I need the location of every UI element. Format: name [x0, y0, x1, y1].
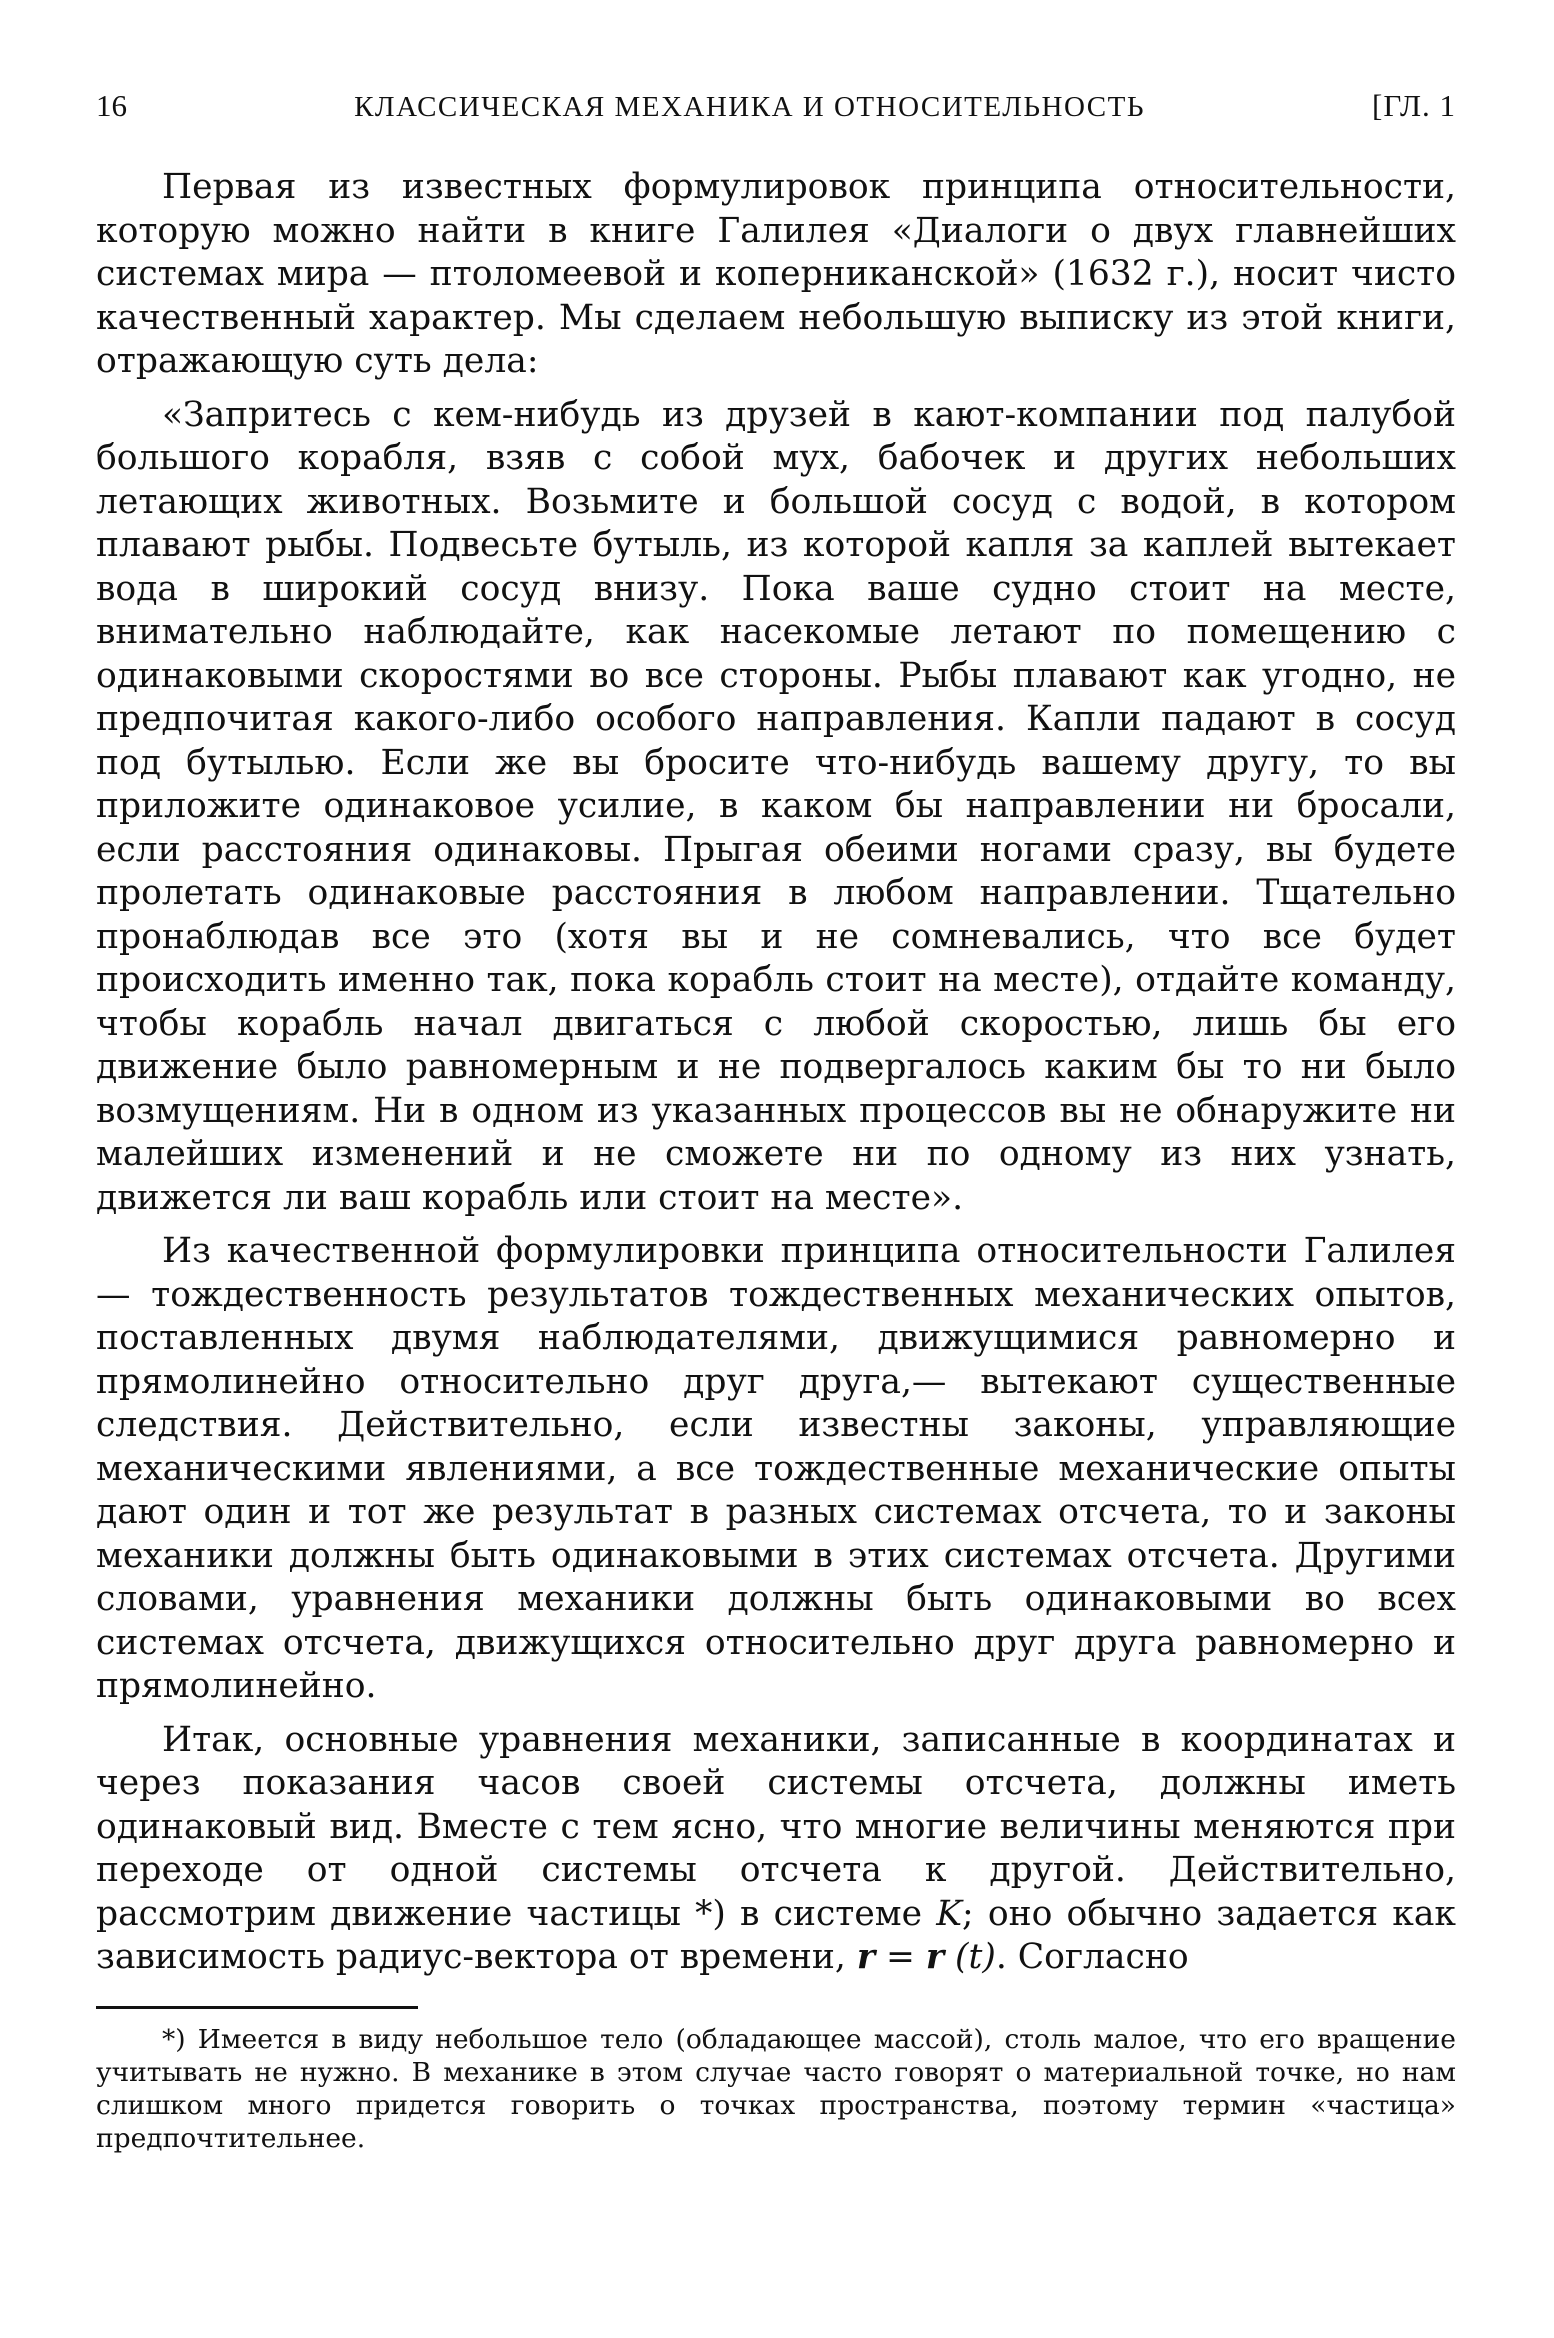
paragraph-text: Итак, основные уравнения механики, записанные в координатах и через показания часов своей системы отсчета, должны иметь одинаковый вид. Вместе с тем ясно, что многие величины меняются при переходе от одной системы отсчета к другой. Действительно, рассмотрим движение частицы *) в системе: [96, 1719, 1456, 1934]
paragraph-text: ; оно обычно задается как зависимость радиус-вектора от времени,: [96, 1893, 1456, 1977]
footnote-text: *) Имеется в виду небольшое тело (обладающее массой), столь малое, что его вращение учитывать не нужно. В механике в этом случае часто говорят о материальной точке, но нам слишком много придется говорить о точках пространства, поэтому термин «частица» предпочтительнее.: [96, 2023, 1456, 2154]
paragraph-transformation: [96, 1719, 1456, 1980]
body-text: [96, 166, 1456, 1980]
paragraph-text: . Согласно: [995, 1937, 1189, 1977]
footnote: [96, 2023, 1456, 2155]
running-head: [96, 88, 1456, 124]
chapter-reference: [ГЛ. 1: [1372, 88, 1456, 123]
equals-sign: =: [875, 1937, 926, 1977]
time-argument: (t): [955, 1937, 996, 1977]
paragraph-intro: Первая из известных формулировок принципа относительности, которую можно найти в книге Галилея «Диалоги о двух главнейших системах мира — птоломеевой и коперниканской» (1632 г.), носит чисто качественный характер. Мы сделаем небольшую выписку из этой книги, отражающую суть дела:: [96, 167, 1456, 381]
radius-vector-symbol: r: [856, 1937, 876, 1977]
paragraph-galileo-quote: «Запритесь с кем-нибудь из друзей в кают-компании под палубой большого корабля, взяв с собой мух, бабочек и других небольших летающих животных. Возьмите и большой сосуд с водой, в котором плавают рыбы. Подвесьте бутыль, из которой капля за каплей вытекает вода в широкий сосуд внизу. Пока ваше судно стоит на месте, внимательно наблюдайте, как насекомые летают по помещению с одинаковыми скоростями во все стороны. Рыбы плавают как угодно, не предпочитая какого-либо особого направления. Капли падают в сосуд под бутылью. Если же вы бросите что-нибудь вашему другу, то вы приложите одинаковое усилие, в каком бы направлении ни бросали, если расстояния одинаковы. Прыгая обеими ногами сразу, вы будете пролетать одинаковые расстояния в любом направлении. Тщательно пронаблюдав все это (хотя вы и не сомневались, что все будет происходить именно так, пока корабль стоит на месте), отдайте команду, чтобы корабль начал двигаться с любой скоростью, лишь бы его движение было равномерным и не подвергалось каким бы то ни было возмущениям. Ни в одном из указанных процессов вы не обнаружите ни малейших изменений и не сможете ни по одному из них узнать, движется ли ваш корабль или стоит на месте».: [96, 394, 1456, 1218]
paragraph-consequences: Из качественной формулировки принципа относительности Галилея — тождественность результатов тождественных механических опытов, поставленных двумя наблюдателями, движущимися равномерно и прямолинейно относительно друг друга,— вытекают существенные следствия. Действительно, если известны законы, управляющие механическими явлениями, а все тождественные механические опыты дают один и тот же результат в разных системах отсчета, то и законы механики должны быть одинаковыми в этих системах отсчета. Другими словами, уравнения механики должны быть одинаковыми во всех системах отсчета, движущихся относительно друг друга равномерно и прямолинейно.: [96, 1231, 1456, 1706]
page-number: 16: [96, 88, 127, 123]
running-title: КЛАССИЧЕСКАЯ МЕХАНИКА И ОТНОСИТЕЛЬНОСТЬ: [354, 91, 1145, 123]
radius-vector-symbol: r: [925, 1937, 945, 1977]
frame-symbol: K: [936, 1893, 963, 1934]
footnote-divider: [96, 2006, 418, 2009]
book-page: [96, 88, 1456, 2155]
